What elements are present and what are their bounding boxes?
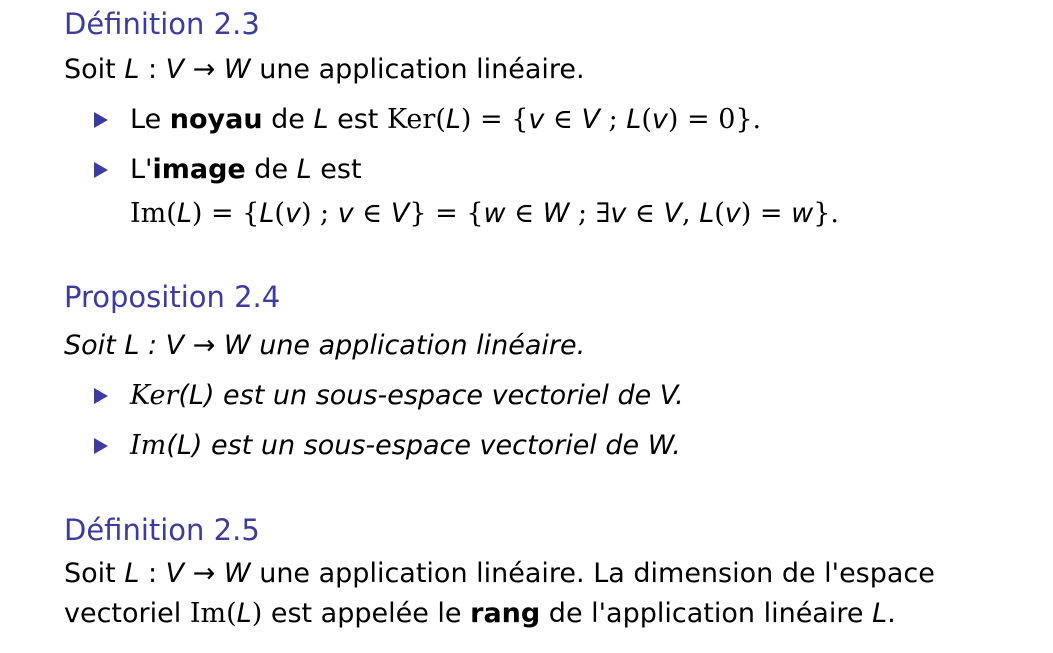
definition-2-3-kernel-item: Le noyau de L est Ker(L) = {v ∈ V ; L(v) = 0}. <box>130 104 762 135</box>
proposition-2-4-kernel-item: Ker(L) est un sous-espace vectoriel de V. <box>130 380 684 411</box>
bullet-icon <box>94 112 108 128</box>
proposition-2-4-intro: Soit L : V → W une application linéaire. <box>64 330 586 361</box>
definition-2-3-image-item: L'image de L est <box>130 154 362 185</box>
bullet-icon <box>94 438 108 454</box>
definition-2-3-image-formula: Im(L) = {L(v) ; v ∈ V} = {w ∈ W ; ∃v ∈ V, L(v) = w}. <box>130 198 839 229</box>
bullet-icon <box>94 388 108 404</box>
definition-2-3-intro: Soit L : V → W une application linéaire. <box>64 54 585 85</box>
definition-2-5-title: Définition 2.5 <box>64 513 260 547</box>
bullet-icon <box>94 162 108 178</box>
proposition-2-4-image-item: Im(L) est un sous-espace vectoriel de W. <box>130 430 681 461</box>
definition-2-5-line-1: Soit L : V → W une application linéaire. La dimension de l'espace <box>64 558 935 589</box>
definition-2-5-line-2: vectoriel Im(L) est appelée le rang de l'application linéaire L. <box>64 598 896 629</box>
proposition-2-4-title: Proposition 2.4 <box>64 280 281 314</box>
definition-2-3-title: Définition 2.3 <box>64 7 260 41</box>
